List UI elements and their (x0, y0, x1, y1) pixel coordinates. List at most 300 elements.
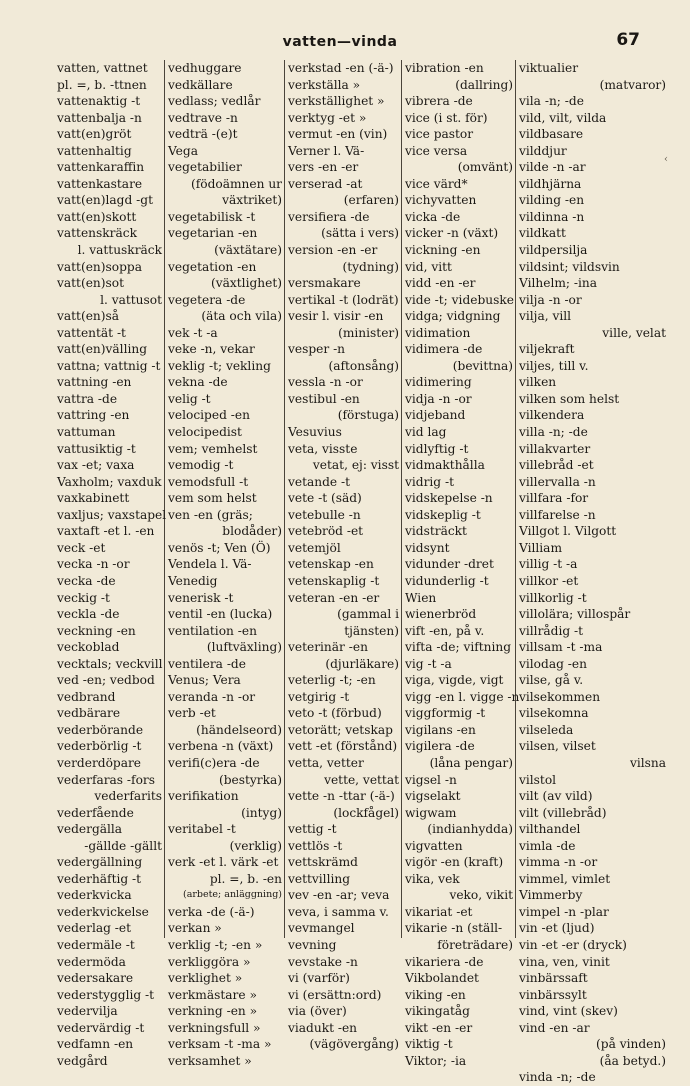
dictionary-entry: verk -et l. värk -et (168, 855, 279, 870)
dictionary-entry: vika, vek (405, 871, 460, 886)
dictionary-entry: villsam -t -ma (519, 640, 603, 655)
dictionary-entry: Venedig (168, 573, 218, 588)
dictionary-entry: vessla -n -or (288, 375, 363, 390)
column-2 (165, 60, 285, 1068)
dictionary-entry: veck -et (57, 540, 106, 555)
dictionary-entry: verkning -en » (168, 1004, 258, 1019)
dictionary-entry: vidsträckt (405, 524, 467, 539)
dictionary-entry: pl. =, b. -ttnen (57, 77, 147, 92)
dictionary-entry: verklig -t; -en » (168, 937, 263, 952)
dictionary-entry: vimmel, vimlet (519, 871, 611, 886)
dictionary-entry: vatt(en)så (57, 309, 120, 324)
dictionary-entry: vilt (av vild) (519, 789, 593, 804)
dictionary-entry: vimla -de (519, 838, 576, 853)
dictionary-entry: vikingatåg (405, 1004, 470, 1019)
dictionary-entry: (äta och vila) (201, 309, 282, 324)
dictionary-entry: vilse, gå v. (519, 673, 584, 688)
dictionary-entry: vetebulle -n (288, 507, 361, 522)
dictionary-entry: vattenskräck (57, 226, 137, 241)
dictionary-entry: ventilera -de (168, 656, 246, 671)
dictionary-entry: vekna -de (168, 375, 228, 390)
dictionary-entry: vederlag -et (57, 921, 132, 936)
dictionary-entry: vederkvicka (57, 888, 132, 903)
dictionary-entry: verkmästare » (168, 987, 257, 1002)
dictionary-entry: veterlig -t; -en (288, 673, 376, 688)
dictionary-entry: vedervärdig -t (57, 1020, 145, 1035)
column-4 (402, 60, 520, 1068)
dictionary-entry: vilsekomna (519, 706, 589, 721)
dictionary-entry: vilstol (519, 772, 557, 787)
dictionary-entry: vaxkabinett (57, 491, 130, 506)
dictionary-entry: (på vinden) (596, 1037, 666, 1052)
dictionary-entry: vetebröd -et (288, 524, 364, 539)
dictionary-entry: vevstake -n (288, 954, 358, 969)
dictionary-entry: vetgirig -t (288, 689, 350, 704)
dictionary-entry: vedermäle -t (57, 937, 135, 952)
dictionary-entry: vete -t (säd) (288, 491, 362, 506)
dictionary-entry: vatt(en)soppa (57, 259, 142, 274)
dictionary-entry: (gammal i (337, 607, 399, 622)
dictionary-entry: vattentät -t (57, 325, 126, 340)
dictionary-entry: veklig -t; vekling (168, 358, 271, 373)
dictionary-entry: venös -t; Ven (Ö) (168, 540, 271, 555)
dictionary-entry: vimpel -n -plar (519, 904, 609, 919)
dictionary-entry: vattenkastare (57, 176, 143, 191)
dictionary-entry: venerisk -t (168, 590, 234, 605)
dictionary-entry: veckla -de (57, 607, 120, 622)
dictionary-entry: vichyvatten (405, 193, 477, 208)
dictionary-entry: vetemjöl (288, 540, 341, 555)
dictionary-entry: vers -en -er (288, 160, 359, 175)
dictionary-entry: viktualier (519, 61, 579, 75)
dictionary-entry: villfara -for (519, 491, 589, 506)
dictionary-entry: vildinna -n (519, 209, 585, 224)
dictionary-entry: vederfarits (94, 789, 162, 804)
dictionary-entry: vilken (519, 375, 557, 390)
dictionary-entry: vetorätt; vetskap (288, 722, 393, 737)
dictionary-entry: verbena -n (växt) (168, 739, 274, 754)
dictionary-entry: Vikbolandet (405, 971, 479, 986)
dictionary-entry: vederhäftig -t (57, 871, 142, 886)
page-header (40, 30, 640, 56)
margin-mark: ‹ (664, 154, 668, 165)
dictionary-entry: vinbärssaft (519, 971, 588, 986)
dictionary-entry: vidskepelse -n (405, 491, 493, 506)
dictionary-entry: vidskeplig -t (405, 507, 481, 522)
dictionary-entry: verifikation (168, 789, 239, 804)
dictionary-entry: vevmangel (288, 921, 355, 936)
dictionary-entry: veranda -n -or (168, 689, 256, 704)
dictionary-entry: vidga; vidgning (405, 309, 501, 324)
dictionary-entry: vin -et (ljud) (519, 921, 595, 936)
dictionary-entry: vederfående (57, 805, 134, 820)
dictionary-entry: (dallring) (455, 77, 513, 92)
dictionary-entry: (åa betyd.) (599, 1053, 666, 1068)
dictionary-entry: vimma -n -or (519, 855, 598, 870)
dictionary-entry: vigselakt (405, 789, 461, 804)
dictionary-entry: vice värd* (405, 176, 468, 191)
dictionary-entry: vig -t -a (405, 656, 452, 671)
dictionary-entry: företrädare) (437, 937, 513, 952)
dictionary-entry: vett -et (förstånd) (288, 739, 398, 754)
dictionary-entry: vikariera -de (405, 954, 484, 969)
dictionary-entry: villakvarter (519, 441, 591, 456)
dictionary-entry: velocipedist (168, 425, 242, 440)
dictionary-entry: Villiam (519, 540, 563, 555)
dictionary-entry: vedergälla (57, 822, 123, 837)
dictionary-entry: vedkällare (168, 77, 233, 92)
dictionary-entry: vattenbalja -n (57, 110, 142, 125)
dictionary-entry: vem; vemhelst (168, 441, 258, 456)
dictionary-entry: vilken som helst (519, 391, 620, 406)
dictionary-entry: vattring -en (57, 408, 130, 423)
dictionary-entry: blodåder) (222, 524, 282, 539)
dictionary-entry: (händelseord) (196, 722, 282, 737)
dictionary-entry: vi (varför) (288, 971, 350, 986)
dictionary-entry: (intyg) (241, 805, 282, 820)
dictionary-entry: vegetabilier (168, 160, 242, 175)
dictionary-entry: vermut -en (vin) (288, 127, 388, 142)
dictionary-entry: viljekraft (519, 342, 575, 357)
dictionary-entry: vemodig -t (168, 458, 234, 473)
dictionary-entry: vattuman (57, 425, 116, 440)
dictionary-entry: vestibul -en (288, 391, 360, 406)
dictionary-entry: (sätta i vers) (321, 226, 399, 241)
dictionary-entry: vaxtaft -et l. -en (57, 524, 155, 539)
dictionary-entry: Vaxholm; vaxduk (57, 474, 162, 489)
dictionary-entry: (arbete; anläggning) (183, 889, 282, 901)
dictionary-entry: villig -t -a (519, 557, 578, 572)
dictionary-entry: viadukt -en (288, 1020, 358, 1035)
dictionary-entry: ventil -en (lucka) (168, 607, 273, 622)
dictionary-entry: vedbrand (57, 689, 116, 704)
dictionary-entry: vatt(en)skott (57, 209, 137, 224)
dictionary-entry: vederbörlig -t (57, 739, 142, 754)
dictionary-entry: (växtlighet) (211, 276, 282, 291)
column-3 (285, 60, 402, 1052)
dictionary-entry: villervalla -n (519, 474, 596, 489)
dictionary-entry: vildhjärna (519, 176, 582, 191)
dictionary-entry: versifiera -de (288, 209, 370, 224)
dictionary-entry: vidimering (405, 375, 472, 390)
dictionary-entry: (luftväxling) (206, 640, 282, 655)
dictionary-entry: vegetarian -en (168, 226, 258, 241)
dictionary-entry: wigwam (405, 805, 457, 820)
dictionary-entry: (matvaror) (599, 77, 666, 92)
word-columns (57, 60, 668, 1085)
dictionary-entry: verifi(c)era -de (168, 755, 260, 770)
dictionary-entry: verkningsfull » (168, 1020, 261, 1035)
dictionary-entry: ventilation -en (168, 623, 257, 638)
dictionary-entry: velociped -en (168, 408, 250, 423)
dictionary-entry: vilja, vill (519, 309, 572, 324)
dictionary-entry: ven -en (gräs; (168, 507, 253, 522)
dictionary-entry: vilsen, vilset (519, 739, 596, 754)
dictionary-entry: vederbörande (57, 722, 144, 737)
dictionary-entry: verklighet » (168, 971, 243, 986)
dictionary-entry: version -en -er (288, 243, 378, 258)
dictionary-entry: vem som helst (168, 491, 257, 506)
dictionary-entry: vattenhaltig (57, 143, 132, 158)
dictionary-entry: verksamhet » (168, 1053, 252, 1068)
dictionary-entry: (tydning) (342, 259, 399, 274)
dictionary-entry: vind -en -ar (519, 1020, 590, 1035)
dictionary-entry: Vega (168, 143, 198, 158)
dictionary-entry: (låna pengar) (429, 755, 513, 770)
dictionary-entry: viking -en (405, 987, 466, 1002)
dictionary-entry: (bevittna) (452, 358, 513, 373)
dictionary-entry: vetta, vetter (288, 755, 364, 770)
dictionary-entry: vattenkaraffin (57, 160, 145, 175)
dictionary-entry: villkorlig -t (519, 590, 587, 605)
dictionary-entry: villebråd -et (519, 458, 594, 473)
dictionary-entry: vi (ersättn:ord) (288, 987, 382, 1002)
dictionary-entry: veterinär -en (288, 640, 368, 655)
dictionary-entry: villa -n; -de (519, 425, 588, 440)
dictionary-entry: vildbasare (519, 127, 584, 142)
dictionary-entry: verksam -t -ma » (168, 1037, 272, 1052)
dictionary-entry: veckoblad (57, 640, 120, 655)
dictionary-entry: vedervilja (57, 1004, 118, 1019)
dictionary-entry: verkställighet » (288, 94, 385, 109)
dictionary-entry: vedlass; vedlår (168, 94, 261, 109)
dictionary-entry: vesper -n (288, 342, 346, 357)
dictionary-entry: vettlös -t (288, 838, 343, 853)
dictionary-entry: vina, ven, vinit (519, 954, 610, 969)
dictionary-entry: vaxljus; vaxstapel (57, 507, 167, 522)
dictionary-entry: vift -en, på v. (405, 623, 485, 638)
dictionary-entry: vidja -n -or (405, 391, 472, 406)
dictionary-entry: veckig -t (57, 590, 110, 605)
dictionary-entry: (djurläkare) (325, 656, 399, 671)
dictionary-entry: (erfaren) (343, 193, 399, 208)
running-head: vatten—vinda (282, 34, 398, 50)
dictionary-entry: vildsint; vildsvin (519, 259, 620, 274)
dictionary-entry: vicka -de (405, 209, 461, 224)
dictionary-entry: vattra -de (57, 391, 118, 406)
dictionary-entry: Vendela l. Vä- (168, 557, 252, 572)
dictionary-entry: vildpersilja (519, 243, 588, 258)
dictionary-entry: vikt -en -er (405, 1020, 473, 1035)
dictionary-entry: vilthandel (519, 822, 581, 837)
dictionary-entry: vidsynt (405, 540, 450, 555)
column-5 (516, 60, 668, 1085)
dictionary-entry: vilodag -en (519, 656, 587, 671)
dictionary-entry: vilseleda (519, 722, 574, 737)
dictionary-entry: vettvilling (288, 871, 351, 886)
column-1 (57, 60, 167, 1068)
dictionary-entry: verka -de (-ä-) (168, 904, 255, 919)
dictionary-entry: viggformig -t (405, 706, 486, 721)
dictionary-entry: vickning -en (405, 243, 481, 258)
dictionary-entry: (lockfågel) (333, 805, 399, 820)
dictionary-entry: vidjeband (405, 408, 466, 423)
dictionary-entry: vatt(en)sot (57, 276, 125, 291)
dictionary-entry: vedbärare (57, 706, 121, 721)
dictionary-entry: (växtätare) (214, 243, 282, 258)
dictionary-entry: vidlyftig -t (405, 441, 469, 456)
dictionary-entry: (verklig) (229, 838, 282, 853)
dictionary-entry: verserad -at (288, 176, 363, 191)
dictionary-entry: vigvatten (405, 838, 463, 853)
dictionary-entry: vecka -de (57, 573, 116, 588)
dictionary-entry: vigsel -n (405, 772, 457, 787)
dictionary-entry: vegetera -de (168, 292, 246, 307)
dictionary-entry: växtriket) (222, 193, 282, 208)
dictionary-entry: Vesuvius (288, 425, 342, 440)
dictionary-entry: l. vattuskräck (77, 243, 162, 258)
dictionary-entry: vice (i st. för) (405, 110, 488, 125)
dictionary-entry: vattusiktig -t (57, 441, 136, 456)
dictionary-entry: vette, vettat (324, 772, 399, 787)
dictionary-entry: Viktor; -ia (405, 1053, 467, 1068)
page-number: 67 (616, 30, 640, 50)
dictionary-entry: vedermöda (57, 954, 126, 969)
dictionary-entry: veva, i samma v. (288, 904, 389, 919)
dictionary-entry: pl. =, b. -en (209, 871, 282, 886)
dictionary-entry: vedhuggare (168, 61, 242, 75)
dictionary-entry: vibration -en (405, 61, 484, 75)
dictionary-entry: vind, vint (skev) (519, 1004, 618, 1019)
dictionary-entry: vegetation -en (168, 259, 257, 274)
dictionary-entry: vetenskaplig -t (288, 573, 380, 588)
dictionary-entry: vedfamn -en (57, 1037, 134, 1052)
dictionary-entry: vatt(en)lagd -gt (57, 193, 153, 208)
dictionary-entry: (minister) (338, 325, 399, 340)
dictionary-entry: vatt(en)välling (57, 342, 148, 357)
dictionary-entry: ville, velat (602, 325, 666, 340)
dictionary-entry: vegetabilisk -t (168, 209, 256, 224)
dictionary-entry: vigilera -de (405, 739, 475, 754)
dictionary-entry: vibrera -de (405, 94, 473, 109)
dictionary-entry: vikariat -et (405, 904, 473, 919)
dictionary-entry: vesir l. visir -en (288, 309, 384, 324)
dictionary-entry: vilja -n -or (519, 292, 582, 307)
dictionary-entry: vedgård (57, 1053, 108, 1068)
dictionary-entry: verkställa » (288, 77, 361, 92)
dictionary-entry: -gällde -gällt (84, 838, 162, 853)
dictionary-entry: veckning -en (57, 623, 136, 638)
dictionary-entry: vilsna (629, 755, 666, 770)
dictionary-entry: vetande -t (288, 474, 351, 489)
dictionary-entry: vila -n; -de (519, 94, 584, 109)
dictionary-entry: villkor -et (519, 573, 579, 588)
dictionary-entry: (omvänt) (457, 160, 513, 175)
dictionary-entry: tjänsten) (344, 623, 399, 638)
dictionary-entry: (bestyrka) (218, 772, 282, 787)
dictionary-entry: vatten, vattnet (57, 61, 148, 75)
dictionary-entry: vid, vitt (405, 259, 452, 274)
dictionary-entry: viljes, till v. (519, 358, 589, 373)
dictionary-entry: vice pastor (405, 127, 474, 142)
dictionary-entry: vicker -n (växt) (405, 226, 499, 241)
dictionary-entry: vid lag (405, 425, 447, 440)
dictionary-entry: vild, vilt, vilda (519, 110, 607, 125)
dictionary-entry: vinbärssylt (519, 987, 587, 1002)
dictionary-entry: vek -t -a (168, 325, 218, 340)
dictionary-entry: vedersakare (57, 971, 134, 986)
dictionary-entry: vetenskap -en (288, 557, 374, 572)
dictionary-entry: l. vattusot (100, 292, 162, 307)
dictionary-entry: vetat, ej: visst (312, 458, 399, 473)
dictionary-entry: vildkatt (519, 226, 566, 241)
dictionary-entry: villrådig -t (519, 623, 584, 638)
dictionary-entry: veta, visste (288, 441, 358, 456)
dictionary-entry: Wien (405, 590, 437, 605)
dictionary-entry: (födoämnen ur (190, 176, 282, 191)
dictionary-entry: vecka -n -or (57, 557, 130, 572)
dictionary-entry: vidrig -t (405, 474, 454, 489)
dictionary-entry: vidunder -dret (405, 557, 494, 572)
dictionary-entry: vederfaras -fors (57, 772, 155, 787)
dictionary-entry: Verner l. Vä- (288, 143, 365, 158)
dictionary-entry: vilddjur (519, 143, 567, 158)
dictionary-entry: vattenaktig -t (57, 94, 141, 109)
dictionary-entry: (förstuga) (337, 408, 399, 423)
dictionary-entry: Villgot l. Vilgott (519, 524, 617, 539)
dictionary-entry: vice versa (405, 143, 468, 158)
dictionary-entry: vilde -n -ar (519, 160, 586, 175)
dictionary-entry: viktig -t (405, 1037, 453, 1052)
dictionary-entry: vattning -en (57, 375, 132, 390)
dictionary-entry: vilding -en (519, 193, 585, 208)
dictionary-entry: veteran -en -er (288, 590, 380, 605)
dictionary-entry: (vägövergång) (309, 1037, 399, 1052)
dictionary-entry: vax -et; vaxa (57, 458, 135, 473)
dictionary-entry: villfarelse -n (519, 507, 596, 522)
dictionary-entry: vettig -t (288, 822, 337, 837)
dictionary-entry: vigilans -en (405, 722, 476, 737)
dictionary-entry: vilsekommen (519, 689, 601, 704)
dictionary-entry: viga, vigde, vigt (405, 673, 504, 688)
dictionary-entry: velig -t (168, 391, 211, 406)
dictionary-entry: verkstad -en (-ä-) (288, 61, 394, 75)
dictionary-entry: vederstygglig -t (57, 987, 155, 1002)
dictionary-entry: Vilhelm; -ina (519, 276, 598, 291)
dictionary-entry: vilkendera (519, 408, 585, 423)
dictionary-entry: Vimmerby (519, 888, 583, 903)
dictionary-entry: vidunderlig -t (405, 573, 489, 588)
dictionary-entry: veko, vikit (449, 888, 513, 903)
dictionary-entry: vedträ -(e)t (168, 127, 238, 142)
dictionary-entry: villolära; villospår (519, 607, 631, 622)
dictionary-entry: vette -n -ttar (-ä-) (288, 789, 395, 804)
dictionary-entry: vemodsfull -t (168, 474, 249, 489)
dictionary-entry: vilt (villebråd) (519, 805, 607, 820)
dictionary-entry: vatt(en)gröt (57, 127, 132, 142)
dictionary-entry: vifta -de; viftning (405, 640, 512, 655)
dictionary-entry: vinda -n; -de (519, 1070, 596, 1085)
dictionary-entry: vigg -en l. vigge -n (405, 689, 520, 704)
dictionary-entry: veritabel -t (168, 822, 236, 837)
dictionary-entry: vikarie -n (ställ- (405, 921, 503, 936)
dictionary-entry: wienerbröd (405, 607, 477, 622)
dictionary-entry: veke -n, vekar (168, 342, 255, 357)
dictionary-entry: vertikal -t (lodrät) (288, 292, 399, 307)
dictionary-entry: verb -et (168, 706, 216, 721)
dictionary-entry: vin -et -er (dryck) (519, 937, 627, 952)
dictionary-entry: versmakare (288, 276, 361, 291)
dictionary-entry: vederkvickelse (57, 904, 149, 919)
dictionary-entry: vedtrave -n (168, 110, 238, 125)
dictionary-entry: vettskrämd (288, 855, 358, 870)
dictionary-entry: verkan » (168, 921, 222, 936)
dictionary-entry: vattna; vattnig -t (57, 358, 161, 373)
dictionary-entry: veto -t (förbud) (288, 706, 382, 721)
dictionary-entry: vigör -en (kraft) (405, 855, 504, 870)
dictionary-entry: via (över) (288, 1004, 347, 1019)
dictionary-entry: vide -t; videbuske (405, 292, 514, 307)
